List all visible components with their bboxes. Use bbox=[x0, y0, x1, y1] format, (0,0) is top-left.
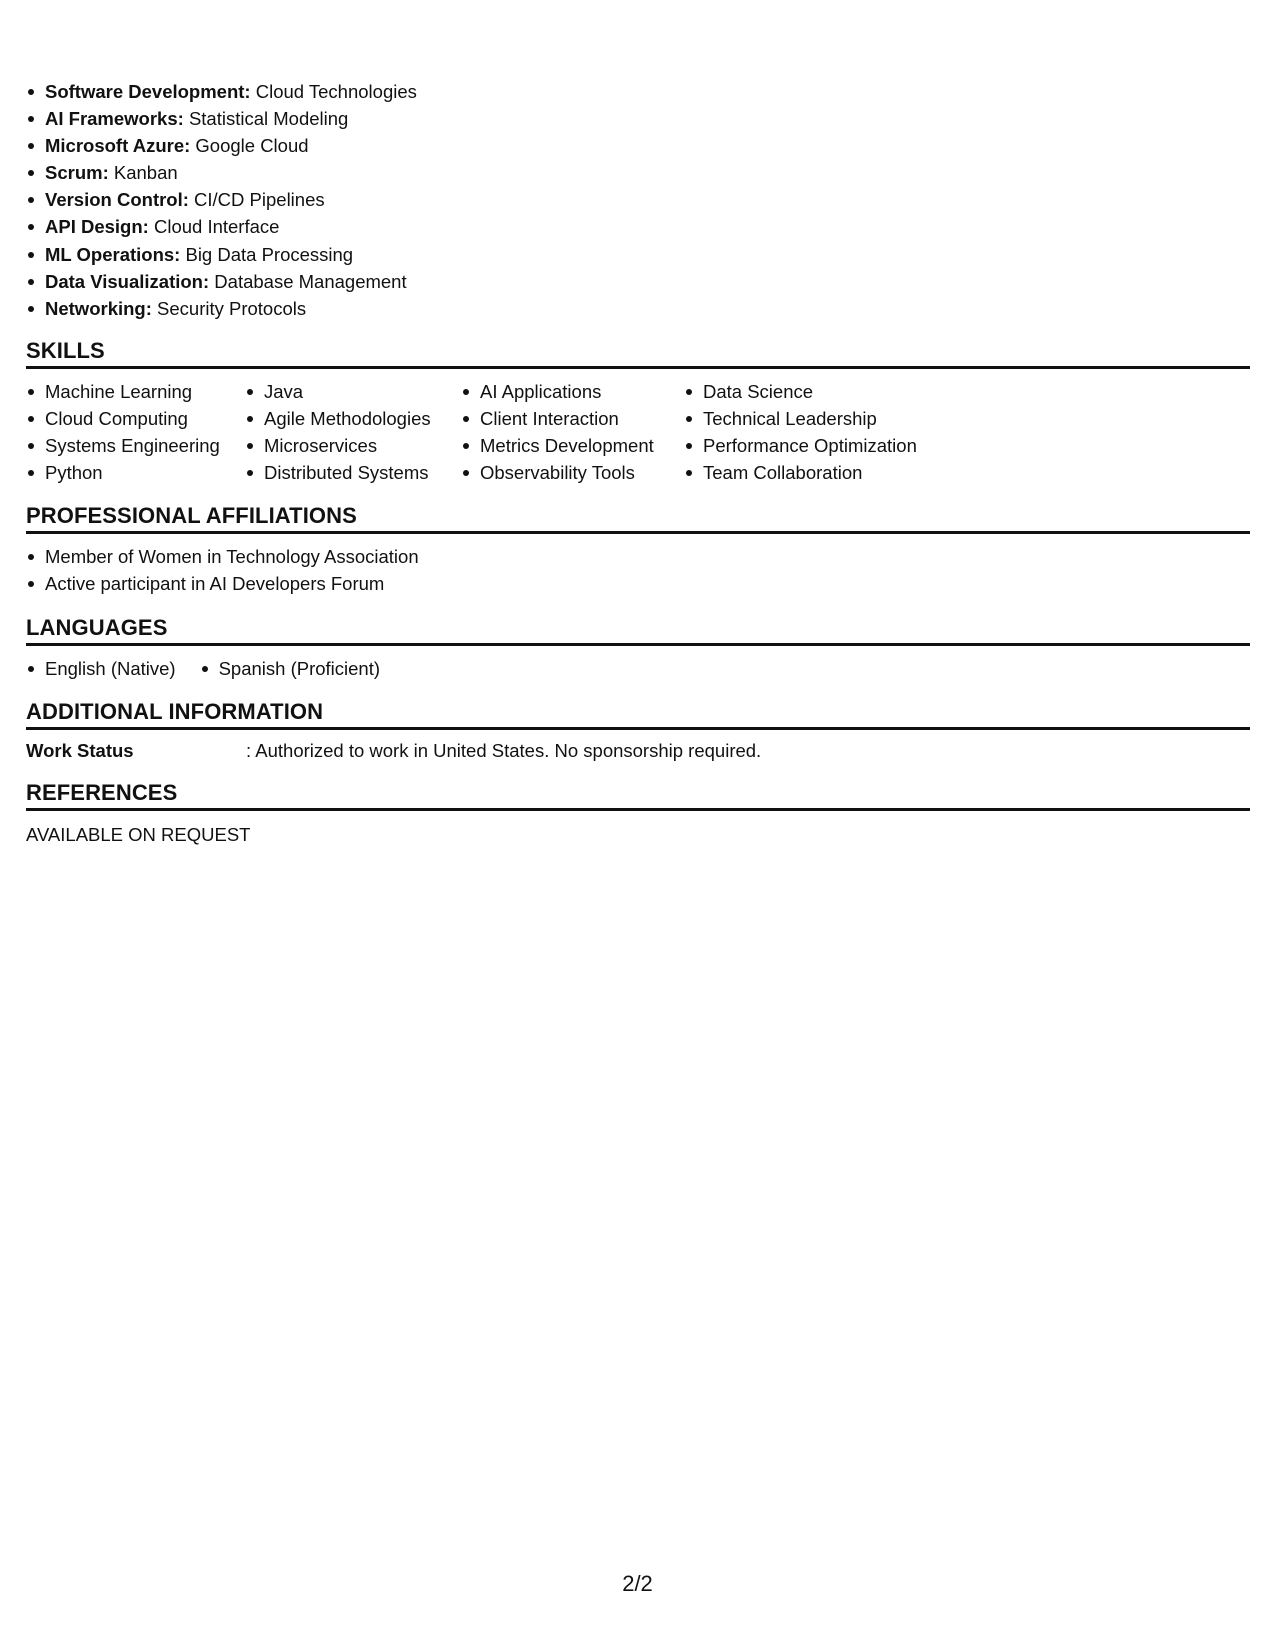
languages-heading: LANGUAGES bbox=[26, 615, 1250, 646]
expertise-item bbox=[26, 268, 417, 295]
language-item: English (Native) bbox=[26, 655, 176, 682]
expertise-value: Cloud Interface bbox=[153, 216, 280, 238]
expertise-value: Big Data Processing bbox=[185, 243, 354, 265]
expertise-key: Version Control: bbox=[45, 189, 189, 211]
skill-item: Microservices bbox=[245, 432, 461, 459]
expertise-item bbox=[26, 159, 417, 186]
expertise-item bbox=[26, 295, 417, 322]
skills-column bbox=[245, 378, 461, 486]
expertise-item bbox=[26, 186, 417, 213]
expertise-value: CI/CD Pipelines bbox=[194, 189, 325, 211]
expertise-value: Security Protocols bbox=[157, 297, 307, 319]
skill-item: Client Interaction bbox=[461, 405, 684, 432]
expertise-item bbox=[26, 132, 417, 159]
expertise-item bbox=[26, 241, 417, 268]
affiliation-item: Member of Women in Technology Association bbox=[26, 543, 419, 570]
skill-item: Systems Engineering bbox=[26, 432, 245, 459]
affiliation-item: Active participant in AI Developers Forum bbox=[26, 570, 419, 597]
skill-item: Python bbox=[26, 459, 245, 486]
expertise-key: API Design: bbox=[45, 216, 149, 238]
expertise-item bbox=[26, 78, 417, 105]
language-item: Spanish (Proficient) bbox=[200, 655, 380, 682]
skills-column bbox=[26, 378, 245, 486]
expertise-key: Microsoft Azure: bbox=[45, 135, 191, 157]
skill-item: Observability Tools bbox=[461, 459, 684, 486]
expertise-key: AI Frameworks: bbox=[45, 108, 184, 130]
skill-item: Machine Learning bbox=[26, 378, 245, 405]
skill-item: Java bbox=[245, 378, 461, 405]
expertise-key: ML Operations: bbox=[45, 243, 181, 265]
languages-list bbox=[26, 655, 404, 682]
expertise-value: Statistical Modeling bbox=[188, 108, 349, 130]
skill-item: AI Applications bbox=[461, 378, 684, 405]
expertise-value: Database Management bbox=[214, 270, 407, 292]
page-number: 2/2 bbox=[622, 1571, 653, 1596]
expertise-list bbox=[26, 78, 417, 322]
skills-column bbox=[684, 378, 944, 486]
affiliations-heading: PROFESSIONAL AFFILIATIONS bbox=[26, 503, 1250, 534]
expertise-key: Networking: bbox=[45, 297, 152, 319]
skill-item: Technical Leadership bbox=[684, 405, 944, 432]
work-status-label: Work Status bbox=[26, 740, 134, 761]
skill-item: Agile Methodologies bbox=[245, 405, 461, 432]
expertise-value: Kanban bbox=[113, 162, 178, 184]
expertise-item bbox=[26, 213, 417, 240]
skill-item: Metrics Development bbox=[461, 432, 684, 459]
expertise-item bbox=[26, 105, 417, 132]
references-text: AVAILABLE ON REQUEST bbox=[26, 824, 251, 845]
expertise-key: Software Development: bbox=[45, 81, 251, 102]
work-status-row bbox=[26, 738, 761, 764]
skill-item: Distributed Systems bbox=[245, 459, 461, 486]
skill-item: Data Science bbox=[684, 378, 944, 405]
expertise-key: Scrum: bbox=[45, 162, 109, 184]
affiliations-list bbox=[26, 543, 419, 597]
additional-info-heading: ADDITIONAL INFORMATION bbox=[26, 699, 1250, 730]
references-heading: REFERENCES bbox=[26, 780, 1250, 811]
work-status-value: : Authorized to work in United States. No sponsorship required. bbox=[246, 740, 762, 761]
skills-column bbox=[461, 378, 684, 486]
skills-heading: SKILLS bbox=[26, 338, 1250, 369]
expertise-value: Google Cloud bbox=[195, 135, 309, 157]
skill-item: Cloud Computing bbox=[26, 405, 245, 432]
skills-grid bbox=[26, 378, 944, 486]
skill-item: Performance Optimization bbox=[684, 432, 944, 459]
expertise-value: Cloud Technologies bbox=[255, 81, 417, 102]
expertise-key: Data Visualization: bbox=[45, 270, 210, 292]
skill-item: Team Collaboration bbox=[684, 459, 944, 486]
